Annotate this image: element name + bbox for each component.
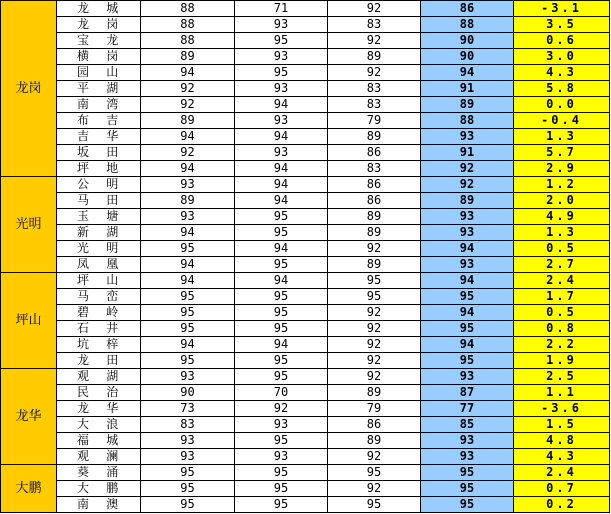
street-cell[interactable]: 南 澳 xyxy=(57,497,141,513)
score-c-cell[interactable]: 95 xyxy=(328,465,421,481)
change-cell[interactable]: -3.6 xyxy=(514,401,610,417)
score-c-cell[interactable]: 79 xyxy=(328,401,421,417)
table-row xyxy=(1,1,610,17)
total-score-cell[interactable]: 93 xyxy=(421,209,514,225)
change-cell[interactable]: 0.7 xyxy=(514,481,610,497)
table-row xyxy=(1,497,610,513)
change-cell[interactable]: 2.4 xyxy=(514,273,610,289)
score-a-cell[interactable]: 88 xyxy=(141,1,235,17)
change-cell[interactable]: 5.8 xyxy=(514,81,610,97)
total-score-cell[interactable]: 86 xyxy=(421,1,514,17)
street-cell[interactable]: 观 湖 xyxy=(57,369,141,385)
street-cell[interactable]: 龙 岗 xyxy=(57,17,141,33)
score-a-cell[interactable]: 95 xyxy=(141,497,235,513)
score-a-cell[interactable]: 88 xyxy=(141,17,235,33)
street-cell[interactable]: 园 山 xyxy=(57,65,141,81)
table-row xyxy=(1,81,610,97)
score-c-cell[interactable]: 89 xyxy=(328,209,421,225)
table-row xyxy=(1,65,610,81)
score-a-cell[interactable]: 92 xyxy=(141,97,235,113)
street-cell[interactable]: 横 岗 xyxy=(57,49,141,65)
street-cell[interactable]: 公 明 xyxy=(57,177,141,193)
score-b-cell[interactable]: 93 xyxy=(235,449,328,465)
change-cell[interactable]: 3.5 xyxy=(514,17,610,33)
table-row xyxy=(1,145,610,161)
score-c-cell[interactable]: 83 xyxy=(328,81,421,97)
street-cell[interactable]: 马 峦 xyxy=(57,289,141,305)
total-score-cell[interactable]: 94 xyxy=(421,337,514,353)
district-cell[interactable]: 大鹏 xyxy=(1,465,57,513)
change-cell[interactable]: 1.2 xyxy=(514,177,610,193)
score-a-cell[interactable]: 89 xyxy=(141,49,235,65)
score-a-cell[interactable]: 95 xyxy=(141,305,235,321)
table-row xyxy=(1,177,610,193)
score-b-cell[interactable]: 94 xyxy=(235,337,328,353)
score-c-cell[interactable]: 89 xyxy=(328,385,421,401)
score-b-cell[interactable]: 93 xyxy=(235,145,328,161)
district-cell[interactable]: 龙华 xyxy=(1,369,57,465)
score-c-cell[interactable]: 89 xyxy=(328,129,421,145)
score-a-cell[interactable]: 95 xyxy=(141,353,235,369)
total-score-cell[interactable]: 91 xyxy=(421,81,514,97)
change-cell[interactable]: -0.4 xyxy=(514,113,610,129)
change-cell[interactable]: 0.6 xyxy=(514,33,610,49)
score-b-cell[interactable]: 71 xyxy=(235,1,328,17)
total-score-cell[interactable]: 88 xyxy=(421,17,514,33)
score-table-body xyxy=(1,1,610,513)
street-cell[interactable]: 大 浪 xyxy=(57,417,141,433)
street-cell[interactable]: 光 明 xyxy=(57,241,141,257)
score-c-cell[interactable]: 83 xyxy=(328,97,421,113)
change-cell[interactable]: 4.9 xyxy=(514,209,610,225)
score-a-cell[interactable]: 94 xyxy=(141,161,235,177)
score-a-cell[interactable]: 95 xyxy=(141,465,235,481)
table-row xyxy=(1,193,610,209)
street-cell[interactable]: 布 吉 xyxy=(57,113,141,129)
score-c-cell[interactable]: 89 xyxy=(328,433,421,449)
score-c-cell[interactable]: 89 xyxy=(328,257,421,273)
change-cell[interactable]: 1.3 xyxy=(514,129,610,145)
street-cell[interactable]: 宝 龙 xyxy=(57,33,141,49)
total-score-cell[interactable]: 87 xyxy=(421,385,514,401)
score-b-cell[interactable]: 95 xyxy=(235,497,328,513)
score-a-cell[interactable]: 88 xyxy=(141,33,235,49)
total-score-cell[interactable]: 94 xyxy=(421,241,514,257)
total-score-cell[interactable]: 95 xyxy=(421,481,514,497)
table-row xyxy=(1,321,610,337)
total-score-cell[interactable]: 95 xyxy=(421,289,514,305)
change-cell[interactable]: 1.9 xyxy=(514,353,610,369)
change-cell[interactable]: 4.8 xyxy=(514,433,610,449)
total-score-cell[interactable]: 93 xyxy=(421,369,514,385)
change-cell[interactable]: 0.8 xyxy=(514,321,610,337)
score-b-cell[interactable]: 95 xyxy=(235,257,328,273)
total-score-cell[interactable]: 95 xyxy=(421,321,514,337)
score-a-cell[interactable]: 93 xyxy=(141,177,235,193)
total-score-cell[interactable]: 93 xyxy=(421,225,514,241)
change-cell[interactable]: 2.4 xyxy=(514,465,610,481)
change-cell[interactable]: 3.0 xyxy=(514,49,610,65)
total-score-cell[interactable]: 95 xyxy=(421,465,514,481)
change-cell[interactable]: 4.3 xyxy=(514,449,610,465)
total-score-cell[interactable]: 89 xyxy=(421,97,514,113)
score-a-cell[interactable]: 95 xyxy=(141,289,235,305)
total-score-cell[interactable]: 88 xyxy=(421,113,514,129)
total-score-cell[interactable]: 91 xyxy=(421,145,514,161)
street-cell[interactable]: 坂 田 xyxy=(57,145,141,161)
total-score-cell[interactable]: 94 xyxy=(421,305,514,321)
change-cell[interactable]: 0.5 xyxy=(514,241,610,257)
street-cell[interactable]: 葵 涌 xyxy=(57,465,141,481)
score-a-cell[interactable]: 83 xyxy=(141,417,235,433)
score-c-cell[interactable]: 92 xyxy=(328,33,421,49)
score-a-cell[interactable]: 94 xyxy=(141,273,235,289)
total-score-cell[interactable]: 77 xyxy=(421,401,514,417)
score-c-cell[interactable]: 92 xyxy=(328,369,421,385)
street-cell[interactable]: 南 湾 xyxy=(57,97,141,113)
street-cell[interactable]: 新 湖 xyxy=(57,225,141,241)
score-c-cell[interactable]: 89 xyxy=(328,49,421,65)
total-score-cell[interactable]: 90 xyxy=(421,33,514,49)
table-row xyxy=(1,337,610,353)
score-b-cell[interactable]: 94 xyxy=(235,129,328,145)
change-cell[interactable]: 2.5 xyxy=(514,369,610,385)
score-c-cell[interactable]: 86 xyxy=(328,417,421,433)
street-cell[interactable]: 凤 凰 xyxy=(57,257,141,273)
score-b-cell[interactable]: 95 xyxy=(235,433,328,449)
score-b-cell[interactable]: 95 xyxy=(235,225,328,241)
score-b-cell[interactable]: 95 xyxy=(235,465,328,481)
change-cell[interactable]: 0.2 xyxy=(514,497,610,513)
street-cell[interactable]: 石 井 xyxy=(57,321,141,337)
district-cell[interactable]: 坪山 xyxy=(1,273,57,369)
score-c-cell[interactable]: 86 xyxy=(328,177,421,193)
score-b-cell[interactable]: 95 xyxy=(235,353,328,369)
table-row xyxy=(1,257,610,273)
street-cell[interactable]: 碧 岭 xyxy=(57,305,141,321)
total-score-cell[interactable]: 89 xyxy=(421,193,514,209)
score-c-cell[interactable]: 92 xyxy=(328,449,421,465)
street-cell[interactable]: 龙 华 xyxy=(57,401,141,417)
street-cell[interactable]: 龙 城 xyxy=(57,1,141,17)
street-cell[interactable]: 民 治 xyxy=(57,385,141,401)
table-row xyxy=(1,241,610,257)
score-a-cell[interactable]: 92 xyxy=(141,145,235,161)
change-cell[interactable]: 0.5 xyxy=(514,305,610,321)
score-b-cell[interactable]: 95 xyxy=(235,321,328,337)
score-b-cell[interactable]: 95 xyxy=(235,65,328,81)
change-cell[interactable]: 1.3 xyxy=(514,225,610,241)
score-c-cell[interactable]: 92 xyxy=(328,481,421,497)
score-b-cell[interactable]: 95 xyxy=(235,209,328,225)
street-cell[interactable]: 福 城 xyxy=(57,433,141,449)
change-cell[interactable]: 0.0 xyxy=(514,97,610,113)
change-cell[interactable]: 2.0 xyxy=(514,193,610,209)
table-row xyxy=(1,129,610,145)
street-cell[interactable]: 玉 塘 xyxy=(57,209,141,225)
score-c-cell[interactable]: 92 xyxy=(328,305,421,321)
change-cell[interactable]: 1.7 xyxy=(514,289,610,305)
score-c-cell[interactable]: 92 xyxy=(328,1,421,17)
street-cell[interactable]: 坪 地 xyxy=(57,161,141,177)
street-cell[interactable]: 坑 梓 xyxy=(57,337,141,353)
district-cell[interactable]: 龙岗 xyxy=(1,1,57,177)
table-row xyxy=(1,353,610,369)
score-b-cell[interactable]: 94 xyxy=(235,97,328,113)
score-b-cell[interactable]: 70 xyxy=(235,385,328,401)
score-a-cell[interactable]: 94 xyxy=(141,337,235,353)
change-cell[interactable]: 5.7 xyxy=(514,145,610,161)
score-a-cell[interactable]: 95 xyxy=(141,481,235,497)
street-cell[interactable]: 大 鹏 xyxy=(57,481,141,497)
score-c-cell[interactable]: 83 xyxy=(328,17,421,33)
table-row xyxy=(1,385,610,401)
score-c-cell[interactable]: 92 xyxy=(328,337,421,353)
score-c-cell[interactable]: 92 xyxy=(328,65,421,81)
table-row xyxy=(1,417,610,433)
score-b-cell[interactable]: 93 xyxy=(235,417,328,433)
change-cell[interactable]: -3.1 xyxy=(514,1,610,17)
score-a-cell[interactable]: 93 xyxy=(141,433,235,449)
total-score-cell[interactable]: 93 xyxy=(421,449,514,465)
score-b-cell[interactable]: 95 xyxy=(235,481,328,497)
total-score-cell[interactable]: 95 xyxy=(421,353,514,369)
table-row xyxy=(1,289,610,305)
score-a-cell[interactable]: 94 xyxy=(141,257,235,273)
score-b-cell[interactable]: 94 xyxy=(235,193,328,209)
change-cell[interactable]: 2.9 xyxy=(514,161,610,177)
table-row xyxy=(1,481,610,497)
street-cell[interactable]: 坪 山 xyxy=(57,273,141,289)
table-row xyxy=(1,273,610,289)
total-score-cell[interactable]: 92 xyxy=(421,177,514,193)
table-row xyxy=(1,305,610,321)
total-score-cell[interactable]: 93 xyxy=(421,129,514,145)
score-b-cell[interactable]: 95 xyxy=(235,305,328,321)
table-row xyxy=(1,33,610,49)
change-cell[interactable]: 2.7 xyxy=(514,257,610,273)
street-cell[interactable]: 观 澜 xyxy=(57,449,141,465)
score-c-cell[interactable]: 92 xyxy=(328,321,421,337)
table-row xyxy=(1,449,610,465)
score-b-cell[interactable]: 94 xyxy=(235,177,328,193)
score-a-cell[interactable]: 93 xyxy=(141,449,235,465)
score-a-cell[interactable]: 90 xyxy=(141,385,235,401)
street-cell[interactable]: 平 湖 xyxy=(57,81,141,97)
score-c-cell[interactable]: 86 xyxy=(328,193,421,209)
score-b-cell[interactable]: 94 xyxy=(235,273,328,289)
score-c-cell[interactable]: 95 xyxy=(328,273,421,289)
street-cell[interactable]: 龙 田 xyxy=(57,353,141,369)
table-row xyxy=(1,465,610,481)
change-cell[interactable]: 2.2 xyxy=(514,337,610,353)
total-score-cell[interactable]: 93 xyxy=(421,433,514,449)
table-row xyxy=(1,17,610,33)
score-a-cell[interactable]: 89 xyxy=(141,193,235,209)
total-score-cell[interactable]: 93 xyxy=(421,257,514,273)
score-a-cell[interactable]: 92 xyxy=(141,81,235,97)
score-c-cell[interactable]: 89 xyxy=(328,225,421,241)
street-cell[interactable]: 马 田 xyxy=(57,193,141,209)
score-b-cell[interactable]: 95 xyxy=(235,289,328,305)
score-b-cell[interactable]: 94 xyxy=(235,161,328,177)
score-a-cell[interactable]: 89 xyxy=(141,113,235,129)
score-a-cell[interactable]: 94 xyxy=(141,129,235,145)
table-row xyxy=(1,433,610,449)
score-c-cell[interactable]: 95 xyxy=(328,289,421,305)
score-c-cell[interactable]: 83 xyxy=(328,161,421,177)
score-b-cell[interactable]: 95 xyxy=(235,33,328,49)
score-a-cell[interactable]: 93 xyxy=(141,369,235,385)
total-score-cell[interactable]: 94 xyxy=(421,65,514,81)
score-b-cell[interactable]: 93 xyxy=(235,17,328,33)
score-c-cell[interactable]: 86 xyxy=(328,145,421,161)
score-b-cell[interactable]: 92 xyxy=(235,401,328,417)
street-cell[interactable]: 吉 华 xyxy=(57,129,141,145)
score-a-cell[interactable]: 95 xyxy=(141,321,235,337)
score-c-cell[interactable]: 92 xyxy=(328,241,421,257)
score-a-cell[interactable]: 95 xyxy=(141,241,235,257)
table-row xyxy=(1,209,610,225)
score-c-cell[interactable]: 92 xyxy=(328,353,421,369)
score-a-cell[interactable]: 73 xyxy=(141,401,235,417)
table-row xyxy=(1,369,610,385)
table-row xyxy=(1,401,610,417)
total-score-cell[interactable]: 90 xyxy=(421,49,514,65)
total-score-cell[interactable]: 94 xyxy=(421,273,514,289)
score-a-cell[interactable]: 94 xyxy=(141,225,235,241)
table-row xyxy=(1,225,610,241)
table-row xyxy=(1,49,610,65)
score-b-cell[interactable]: 95 xyxy=(235,369,328,385)
total-score-cell[interactable]: 85 xyxy=(421,417,514,433)
table-row xyxy=(1,113,610,129)
score-b-cell[interactable]: 93 xyxy=(235,49,328,65)
change-cell[interactable]: 1.1 xyxy=(514,385,610,401)
score-b-cell[interactable]: 93 xyxy=(235,81,328,97)
total-score-cell[interactable]: 92 xyxy=(421,161,514,177)
change-cell[interactable]: 1.5 xyxy=(514,417,610,433)
score-a-cell[interactable]: 93 xyxy=(141,209,235,225)
change-cell[interactable]: 4.3 xyxy=(514,65,610,81)
score-c-cell[interactable]: 95 xyxy=(328,497,421,513)
total-score-cell[interactable]: 95 xyxy=(421,497,514,513)
table-row xyxy=(1,97,610,113)
score-b-cell[interactable]: 94 xyxy=(235,241,328,257)
score-a-cell[interactable]: 94 xyxy=(141,65,235,81)
score-c-cell[interactable]: 79 xyxy=(328,113,421,129)
score-b-cell[interactable]: 93 xyxy=(235,113,328,129)
table-row xyxy=(1,161,610,177)
district-cell[interactable]: 光明 xyxy=(1,177,57,273)
